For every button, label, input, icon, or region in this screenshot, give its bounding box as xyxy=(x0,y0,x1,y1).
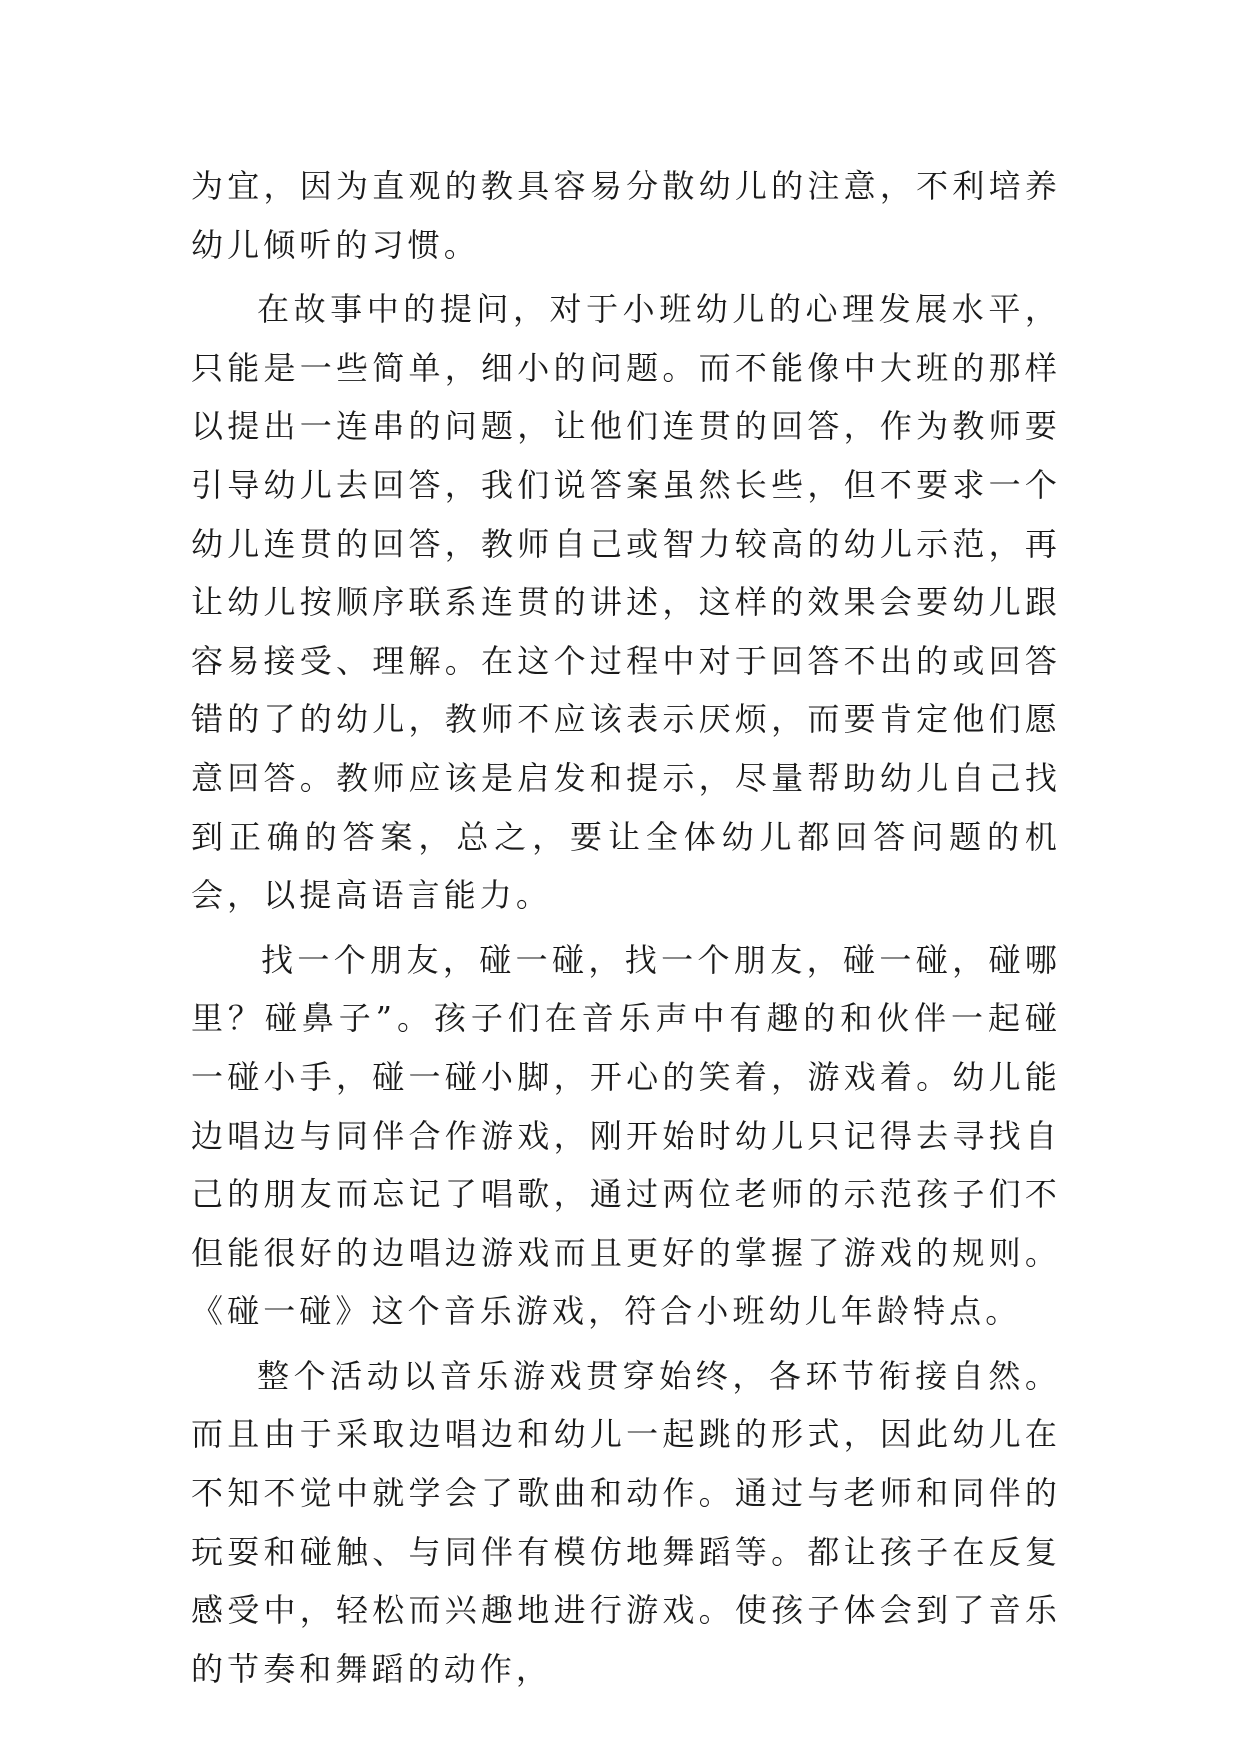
document-page xyxy=(191,157,1061,1704)
paragraph-activity-summary: 整个活动以音乐游戏贯穿始终，各环节衔接自然。而且由于采取边唱边和幼儿一起跳的形式，因此幼儿在不知不觉中就学会了歌曲和动作。通过与老师和同伴的玩耍和碰触、与同伴有模仿地舞蹈等。都让孩子在反复感受中，轻松而兴趣地进行游戏。使孩子体会到了音乐的节奏和舞蹈的动作， xyxy=(191,1356,1061,1688)
paragraph-continuation: 为宜，因为直观的教具容易分散幼儿的注意，不利培养幼儿倾听的习惯。 xyxy=(191,167,1061,264)
paragraph-questioning: 在故事中的提问，对于小班幼儿的心理发展水平，只能是一些简单，细小的问题。而不能像中大班的那样以提出一连串的问题，让他们连贯的回答，作为教师要引导幼儿去回答，我们说答案虽然长些，但不要求一个幼儿连贯的回答，教师自己或智力较高的幼儿示范，再让幼儿按顺序联系连贯的讲述，这样的效果会要幼儿跟容易接受、理解。在这个过程中对于回答不出的或回答错的了的幼儿，教师不应该表示厌烦，而要肯定他们愿意回答。教师应该是启发和提示，尽量帮助幼儿自己找到正确的答案，总之，要让全体幼儿都回答问题的机会，以提高语言能力。 xyxy=(191,290,1061,915)
paragraph-music-game: 找一个朋友，碰一碰，找一个朋友，碰一碰，碰哪里？碰鼻子”。孩子们在音乐声中有趣的和伙伴一起碰一碰小手，碰一碰小脚，开心的笑着，游戏着。幼儿能边唱边与同伴合作游戏，刚开始时幼儿只记得去寻找自己的朋友而忘记了唱歌，通过两位老师的示范孩子们不但能很好的边唱边游戏而且更好的掌握了游戏的规则。《碰一碰》这个音乐游戏，符合小班幼儿年龄特点。 xyxy=(191,940,1061,1331)
